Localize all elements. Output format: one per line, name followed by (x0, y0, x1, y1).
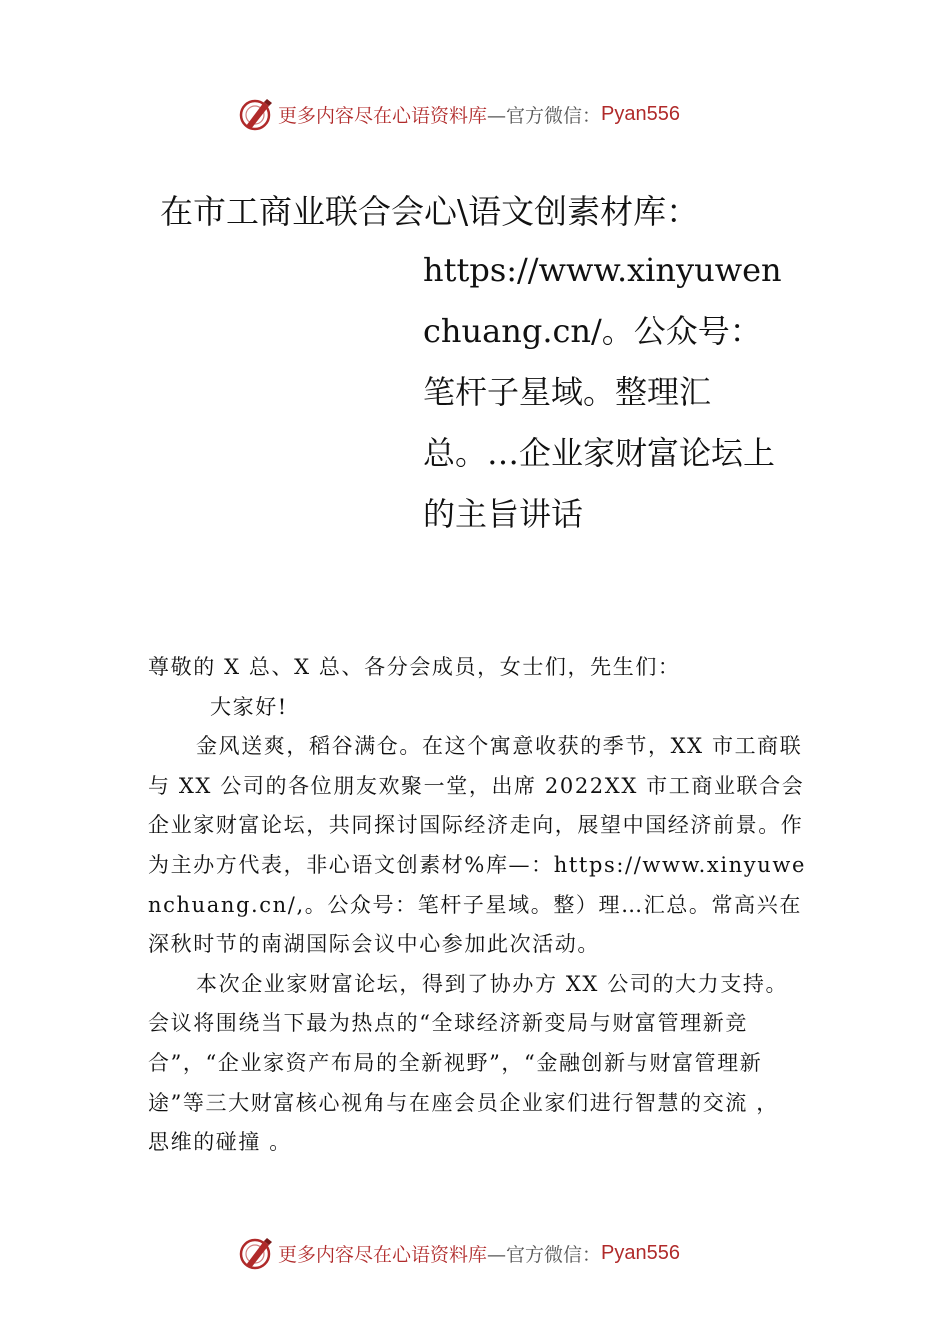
document-title-block: https://www.xinyuwenchuang.cn/。公众号：笔杆子星域。整理汇总。…企业家财富论坛上的主旨讲话 (423, 251, 782, 533)
footer-slogan: 更多内容尽在心语资料库 (278, 1243, 488, 1266)
paragraph-1: 金风送爽，稻谷满仓。在这个寓意收获的季节，XX 市工商联与 XX 公司的各位朋友欢聚一堂，出席 2022XX 市工商业联合会企业家财富论坛，共同探讨国际经济走向，展望中国经济前景。作为主办方代表，非心语文创素材%库—：https://www.xinyuwenchuang.cn/,。公众号：笔杆子星域。整）理…汇总。常高兴在深秋时节的南湖国际会议中心参加此次活动。 (148, 734, 806, 957)
banner-wechat-id: Pyan556 (601, 102, 680, 125)
banner-slogan: 更多内容尽在心语资料库 (278, 104, 488, 127)
footer-wechat-id: Pyan556 (601, 1241, 680, 1264)
pen-seal-logo-icon (238, 1235, 274, 1271)
greeting: 大家好! (210, 694, 288, 719)
footer-banner (238, 1233, 680, 1273)
salutation: 尊敬的 X 总、X 总、各分会成员，女士们，先生们： (148, 655, 681, 679)
document-title-line1: 在市工商业联合会心\语文创素材库： (160, 192, 700, 231)
paragraph-2: 本次企业家财富论坛，得到了协办方 XX 公司的大力支持。会议将围绕当下最为热点的“全球经济新变局与财富管理新竞合”，“企业家资产布局的全新视野”，“金融创新与财富管理新途”等三大财富核心视角与在座会员企业家们进行智慧的交流 ， 思维的碰撞 。 (148, 971, 789, 1155)
footer-wechat-label: —官方微信： (487, 1243, 602, 1266)
pen-seal-logo-icon (238, 96, 274, 132)
speech-body (148, 648, 808, 1163)
header-banner (238, 94, 680, 134)
banner-wechat-label: —官方微信： (487, 104, 602, 127)
